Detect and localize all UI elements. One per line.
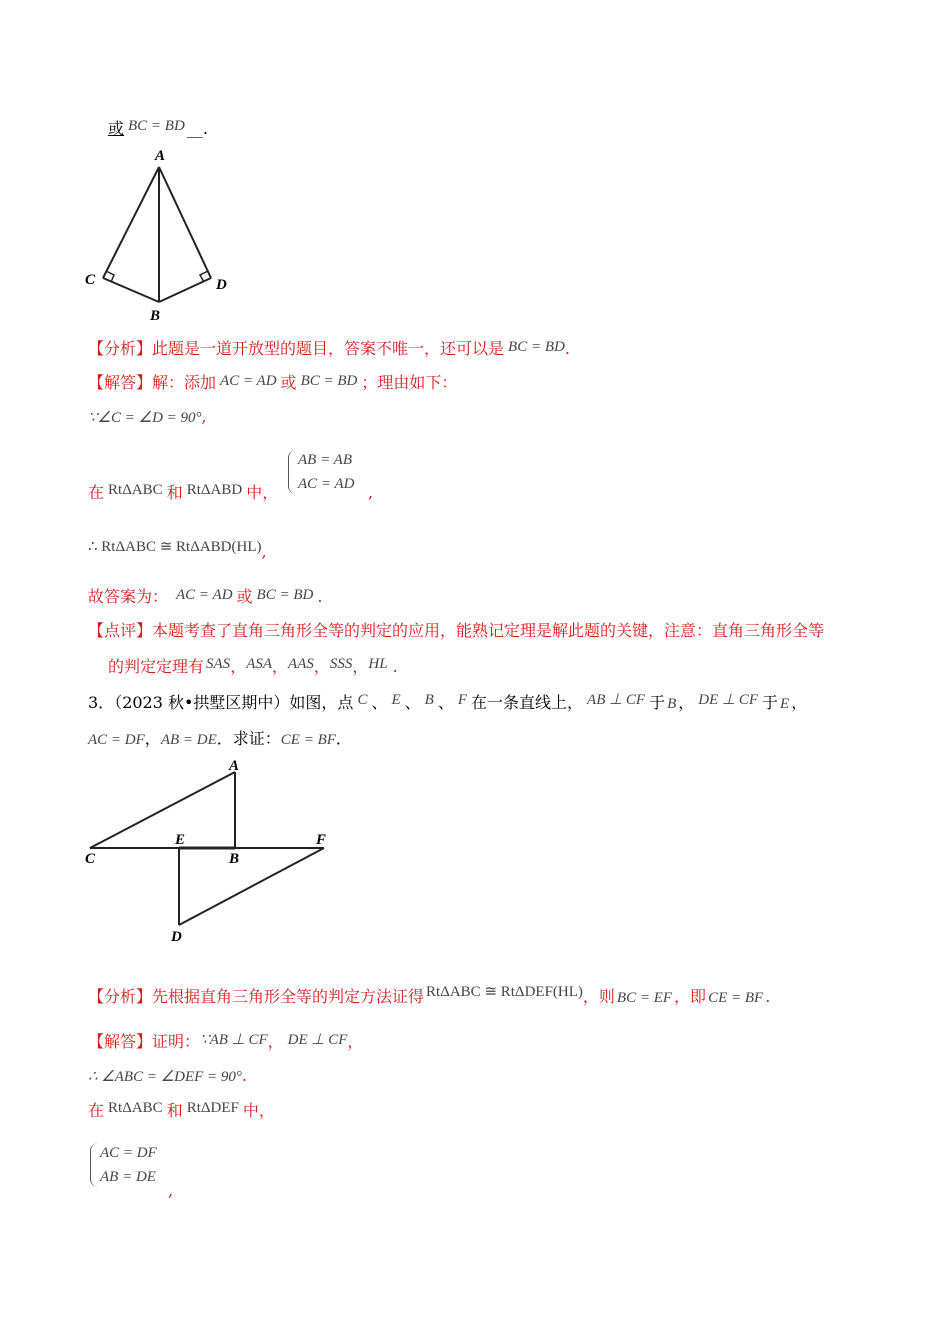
seg-ac: [103, 167, 159, 278]
system-row: AC = DF: [100, 1145, 157, 1161]
q2-answer: 【解答】解：添加 AC = AD 或 BC = BD ；理由如下：: [88, 373, 458, 392]
q3-analysis: 【分析】先根据直角三角形全等的判定方法证得 RtΔABC ≅ RtΔDEF(HL)，则 BC = EF ，即 CE = BF .: [88, 984, 771, 1006]
label-e: E: [175, 832, 186, 848]
q2-in-triangles: 在 RtΔABC 和 RtΔABD 中，: [88, 482, 279, 502]
kite-figure: [80, 145, 240, 325]
q2-comment-line2: 的判定定理有 SAS，ASA，AAS，SSS，HL .: [108, 656, 398, 676]
label-c: C: [85, 851, 96, 867]
seg-ad: [159, 167, 211, 278]
q3-angle-line: ∴ ∠ABC = ∠DEF = 90°.: [88, 1066, 248, 1085]
q3-in-triangles: 在 RtΔABC 和 RtΔDEF 中，: [88, 1100, 275, 1120]
q3-stem: 3．（2023 秋•拱墅区期中）如图，点 C 、 E 、 B 、 F 在一条直线上， AB ⊥ CF 于 B ， DE ⊥ CF 于 E ，: [88, 692, 808, 712]
top-answer-line: 或 BC = BD __.: [108, 118, 208, 138]
label-a: A: [155, 148, 166, 164]
q2-analysis: 【分析】此题是一道开放型的题目，答案不唯一，还可以是 BC = BD.: [88, 339, 570, 358]
label-f: F: [316, 832, 327, 848]
system-row: AB = DE: [100, 1169, 156, 1185]
label-a: A: [229, 758, 240, 774]
label-d: D: [171, 929, 182, 945]
label-d: D: [216, 277, 227, 293]
q3-equation-system: [90, 1141, 157, 1189]
z-figure: [80, 755, 340, 945]
q2-final-answer: 故答案为： AC = AD 或 BC = BD .: [88, 587, 323, 606]
label-b: B: [229, 851, 240, 867]
label-c: C: [85, 272, 96, 288]
q3-given: AC = DF，AB = DE．求证：CE = BF．: [88, 729, 352, 748]
seg-df: [179, 848, 324, 925]
system-row: AC = AD: [298, 476, 355, 492]
q2-equation-system: [288, 448, 355, 496]
q2-therefore-line: ∴ RtΔABC ≅ RtΔABD(HL),: [88, 539, 267, 561]
q3-answer: 【解答】证明：∵AB ⊥ CF， DE ⊥ CF，: [88, 1032, 364, 1051]
q2-comment: 【点评】本题考查了直角三角形全等的判定的应用，能熟记定理是解此题的关键，注意：直角三角形全等: [88, 621, 825, 640]
label-b: B: [150, 308, 161, 324]
q2-because-line: ∵∠C = ∠D = 90°,: [88, 407, 207, 426]
seg-ca: [90, 772, 235, 848]
system-row: AB = AB: [298, 452, 353, 468]
